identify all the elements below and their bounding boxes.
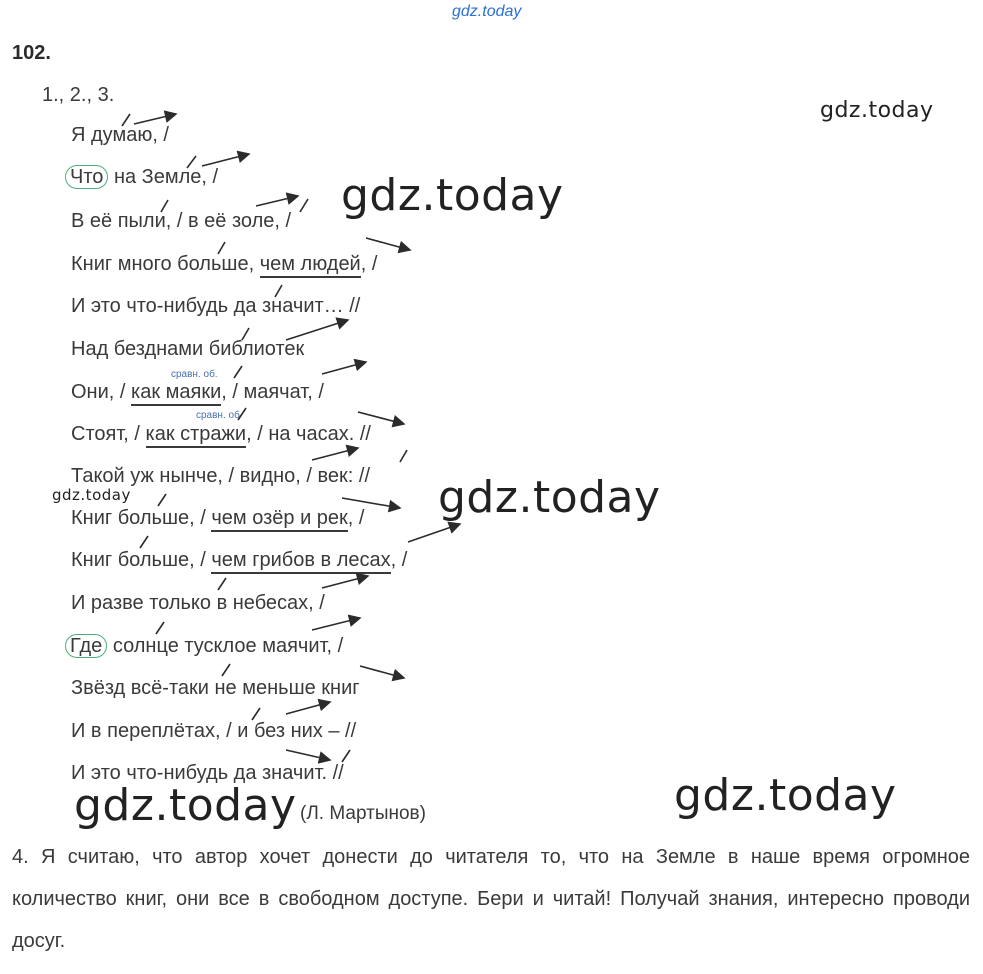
- stress-mark: [140, 536, 148, 548]
- watermark: gdz.today: [52, 486, 131, 504]
- poem-text: Стоят, /: [71, 423, 146, 445]
- poem-line: Такой уж нынче, / видно, / век: //: [71, 465, 371, 487]
- poem-text: , / на часах. //: [246, 423, 371, 445]
- stress-mark: [400, 450, 407, 462]
- task-parts: 1., 2., 3.: [42, 84, 115, 106]
- poem-text: солнце тусклое маячит, /: [107, 635, 344, 657]
- site-watermark-top: gdz.today: [452, 3, 522, 20]
- stress-mark: [158, 494, 166, 506]
- poem-text: Они, /: [71, 381, 131, 403]
- intonation-arrow: [286, 750, 330, 760]
- task-number: 102.: [12, 42, 51, 64]
- stress-mark: [222, 664, 230, 676]
- poem-line: Над безднами библиотек: [71, 338, 305, 360]
- poem-text: , / маячат, /: [221, 381, 324, 403]
- stress-mark: [342, 750, 350, 762]
- poem-line: И разве только в небесах, /: [71, 592, 325, 614]
- poem-line: [71, 507, 364, 530]
- poem-author: (Л. Мартынов): [300, 803, 426, 824]
- stress-mark: [156, 622, 164, 634]
- circled-conjunction: Что: [65, 165, 108, 189]
- poem-line: И в переплётах, / и без них – //: [71, 720, 357, 742]
- poem-line: И это что-нибудь да значит… //: [71, 295, 361, 317]
- poem-text: , /: [360, 253, 378, 275]
- intonation-arrow: [256, 196, 298, 206]
- underlined-phrase: чем озёр и рек: [211, 507, 347, 532]
- poem-text: , /: [347, 507, 365, 529]
- poem-text: , /: [390, 549, 408, 571]
- comparison-note: сравн. об.: [171, 369, 218, 380]
- poem-line: [71, 423, 371, 446]
- poem-line: [71, 549, 407, 572]
- stress-mark: [234, 366, 242, 378]
- intonation-arrow: [312, 448, 358, 460]
- poem-line: [71, 253, 377, 276]
- poem-line: [71, 635, 343, 658]
- circled-conjunction: Где: [65, 634, 107, 658]
- intonation-arrow: [286, 320, 348, 340]
- stress-mark: [300, 199, 308, 212]
- poem-line: [71, 166, 218, 189]
- underlined-phrase: чем людей: [260, 253, 361, 278]
- underlined-phrase: чем грибов в лесах: [211, 549, 390, 574]
- intonation-arrow: [134, 114, 176, 124]
- poem-text: Книг больше, /: [71, 549, 212, 571]
- poem-line: [71, 381, 324, 404]
- intonation-arrow: [286, 702, 330, 714]
- stress-mark: [252, 708, 260, 720]
- intonation-arrow: [202, 154, 249, 166]
- poem-line: Звёзд всё-таки не меньше книг: [71, 677, 360, 699]
- poem-line: Я думаю, /: [71, 124, 169, 146]
- stress-mark: [218, 578, 226, 590]
- intonation-arrow: [360, 666, 404, 678]
- underlined-phrase: как маяки: [131, 381, 221, 406]
- intonation-arrow: [408, 524, 460, 542]
- comparison-note: сравн. об: [196, 410, 240, 421]
- watermark: gdz.today: [820, 98, 934, 123]
- intonation-arrow: [322, 576, 368, 588]
- watermark: gdz.today: [74, 780, 297, 831]
- poem-line: В её пыли, / в её золе, /: [71, 210, 292, 232]
- watermark: gdz.today: [674, 770, 897, 821]
- poem-line: И это что-нибудь да значит. //: [71, 762, 344, 784]
- watermark: gdz.today: [438, 472, 661, 523]
- intonation-arrow: [322, 362, 366, 374]
- intonation-arrow: [312, 618, 360, 630]
- poem-text: на Земле, /: [108, 166, 219, 188]
- poem-text: Книг больше, /: [71, 507, 212, 529]
- watermark: gdz.today: [341, 170, 564, 221]
- answer-paragraph: 4. Я считаю, что автор хочет донести до читателя то, что на Земле в наше время огромное количество книг, они все в свободном доступе. Бери и читай! Получай знания, интересно проводи досуг.: [12, 846, 970, 952]
- underlined-phrase: как стражи: [146, 423, 247, 448]
- poem-text: Книг много больше,: [71, 253, 260, 275]
- intonation-arrow: [366, 238, 410, 250]
